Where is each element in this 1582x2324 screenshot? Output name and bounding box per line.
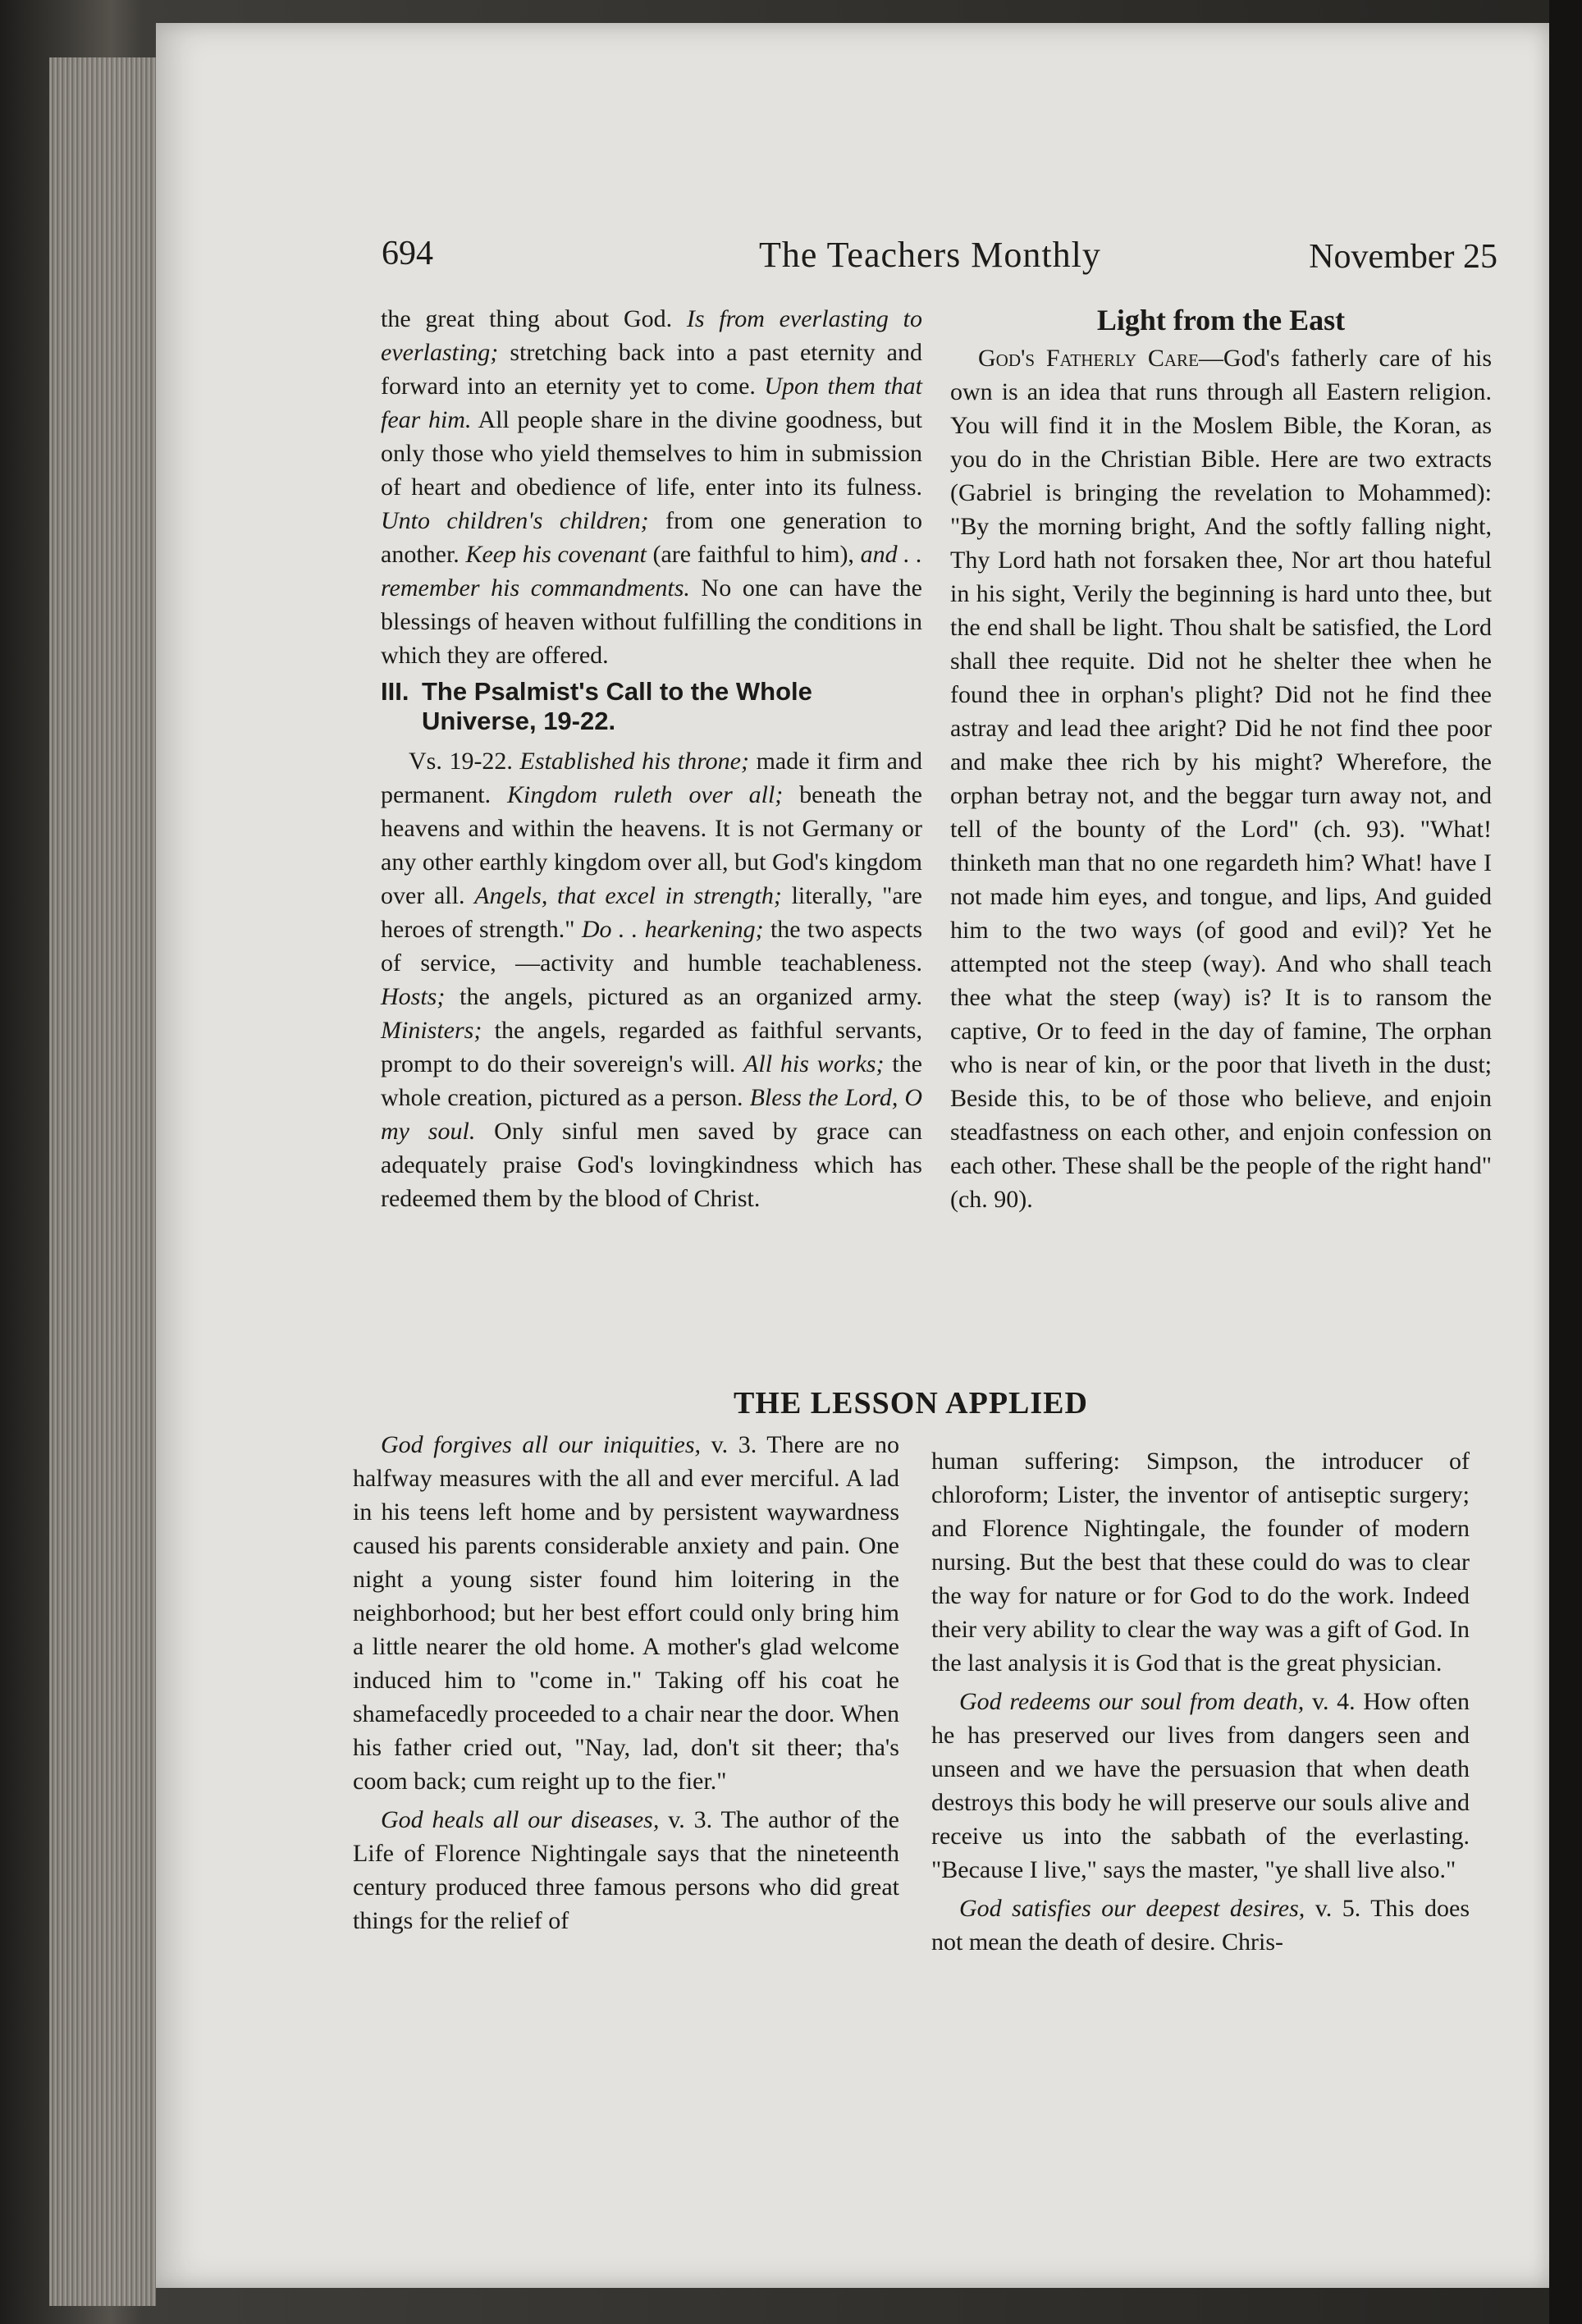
right-shadow xyxy=(1549,0,1582,2324)
left-column-top xyxy=(381,302,922,1220)
section-heading: III. The Psalmist's Call to the Whole Universe, 19-22. xyxy=(381,677,812,735)
paragraph: the great thing about God. Is from everlasting to everlasting; stretching back into a past eternity and forward into an eternity yet to come. Upon them that fear him. All people share in the divine goodness, but only those who yield themselves to him in submission of heart and obedience of life, enter into its fulness. Unto children's children; from one generation to another. Keep his covenant (are faithful to him), and . . remember his commandments. No one can have the blessings of heaven without fulfilling the conditions in which they are offered. xyxy=(381,305,923,669)
paragraph: Vs. 19-22. Established his throne; made it firm and permanent. Kingdom ruleth over all; beneath the heavens and within the heavens. It is not Germany or any other earthly kingdom over all, but God's kingdom over all. Angels, that excel in strength; literally, "are heroes of strength." Do . . hearkening; the two aspects of service, —activity and humble teachableness. Hosts; the angels, pictured as an organized army. Ministers; the angels, regarded as faithful servants, prompt to do their sovereign's will. All his works; the whole creation, pictured as a person. Bless the Lord, O my soul. Only sinful men saved by grace can adequately praise God's lovingkindness which has redeemed them by the blood of Christ. xyxy=(381,748,923,1212)
book-page-edges xyxy=(49,57,156,2306)
page-header xyxy=(382,234,1497,283)
sidebar-title: Light from the East xyxy=(1096,304,1346,336)
right-column-bottom xyxy=(931,1444,1470,1964)
paragraph: God's Fatherly Care—God's fatherly care of his own is an idea that runs through all Eastern religion. You will find it in the Moslem Bible, the Koran, as you do in the Christian Bible. Here are two extracts (Gabriel is bringing the revelation to Mohammed): "By the morning bright, And the softly falling night, Thy Lord hath not forsaken thee, Nor art thou hateful in his sight, Verily the beginning is hard unto thee, but the end shall be light. Thou shalt be satisfied, the Lord shall thee requite. Did not he shelter thee when he found thee in orphan's plight? Did not he find thee astray and lead thee aright? Did he not find thee poor and make thee rich by his might? Wherefore, the orphan betray not, and the beggar turn away not, and tell of the bounty of the Lord" (ch. 93). "What! thinketh man that no one regardeth him? What! have I not made him eyes, and tongue, and lips, And guided him to the two ways (of good and evil)? Yet he attempted not the steep (way). And who shall teach thee what the steep (way) is? It is to ransom the captive, Or to feed in the day of famine, The orphan who is near of kin, or the poor that liveth in the dust; Beside this, to be of those who believe, and enjoin steadfastness on each other, and enjoin confession on each other. These shall be the people of the right hand" (ch. 90). xyxy=(950,345,1492,1213)
paragraph: human suffering: Simpson, the introducer of chloroform; Lister, the inventor of antiseptic surgery; and Florence Nightingale, the founder of modern nursing. But the best that these could do was to clear the way for nature or for God to do the work. Indeed their very ability to clear the way was a gift of God. In the last analysis it is God that is the great physician. xyxy=(931,1448,1470,1677)
lesson-applied-heading: THE LESSON APPLIED xyxy=(734,1386,1088,1420)
paragraph: God forgives all our iniquities, v. 3. There are no halfway measures with the all and ever merciful. A lad in his teens left home and by persistent waywardness caused his parents considerable anxiety and pain. One night a young sister found him loitering in the neighborhood; but her best effort could only bring him a little nearer the old home. A mother's glad welcome induced him to "come in." Taking off his coat he shamefacedly proceeded to a chair near the door. When his father cried out, "Nay, lad, don't sit theer; tha's coom back; cum reight up to the fier." xyxy=(353,1431,899,1795)
running-title: The Teachers Monthly xyxy=(759,235,1101,275)
paragraph: God heals all our diseases, v. 3. The author of the Life of Florence Nightingale says that the nineteenth century produced three famous persons who did great things for the relief of xyxy=(353,1806,900,1934)
right-column-top xyxy=(950,302,1492,1221)
left-column-bottom xyxy=(353,1428,899,1942)
paragraph: God satisfies our deepest desires, v. 5. This does not mean the death of desire. Chris- xyxy=(931,1895,1470,1956)
issue-date: November 25 xyxy=(1309,238,1497,276)
paragraph: God redeems our soul from death, v. 4. How often he has preserved our lives from dangers seen and unseen and we have the persuasion that when death destroys this body he will preserve our souls alive and receive us into the sabbath of the everlasting. "Because I live," says the master, "ye shall live also." xyxy=(931,1688,1470,1883)
page-number: 694 xyxy=(382,235,433,272)
